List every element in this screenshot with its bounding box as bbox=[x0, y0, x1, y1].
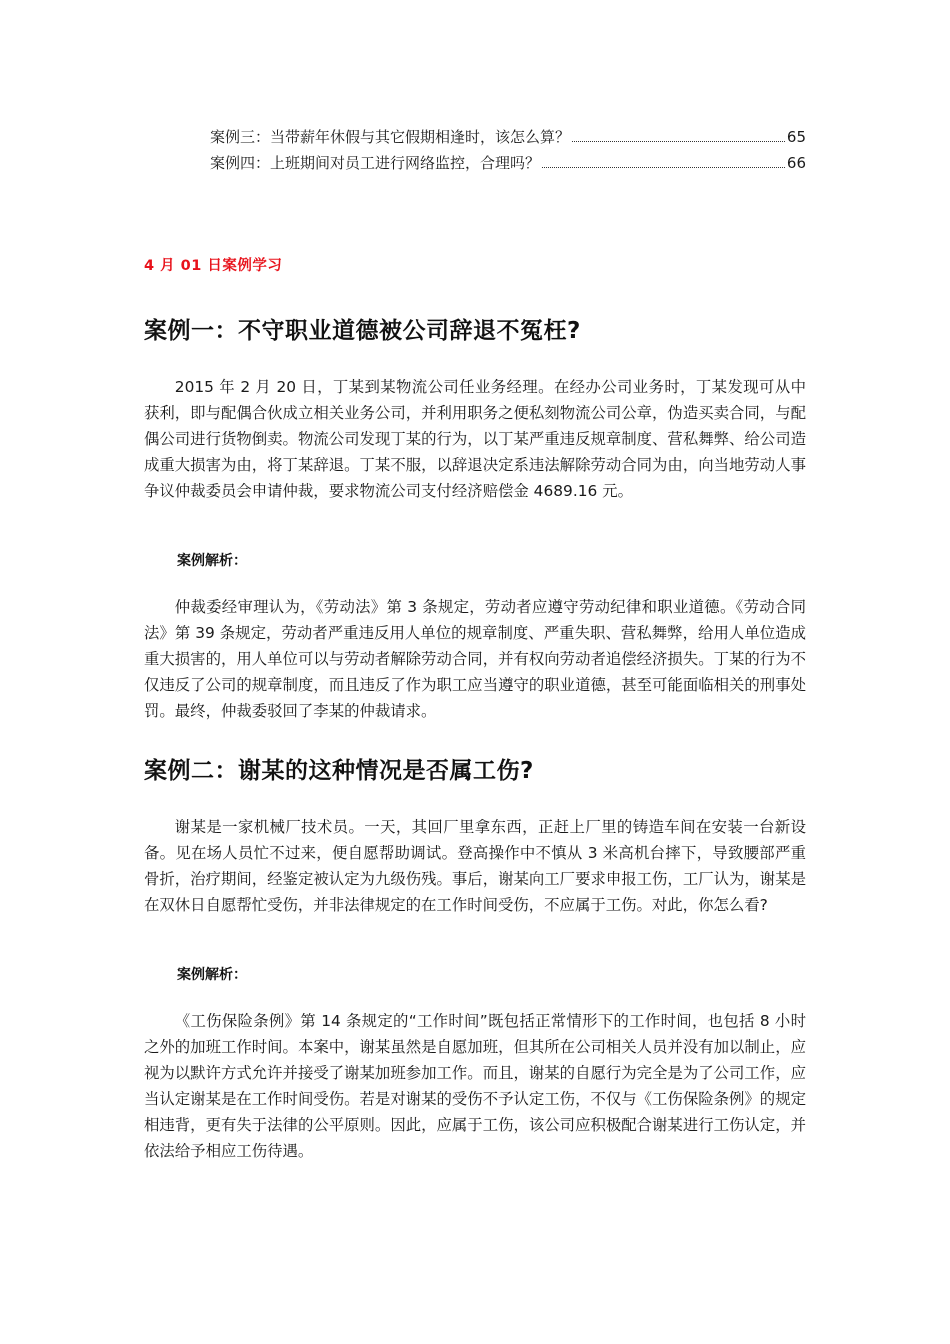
case1-analysis: 仲裁委经审理认为，《劳动法》第 3 条规定，劳动者应遵守劳动纪律和职业道德。《劳动合同法》第 39 条规定，劳动者严重违反用人单位的规章制度、严重失职、营私舞弊，给用人单位造成重大损害的，用人单位可以与劳动者解除劳动合同，并有权向劳动者追偿经济损失。丁某的行为不仅违反了公司的规章制度，而且违反了作为职工应当遵守的职业道德，甚至可能面临相关的刑事处罚。最终，仲裁委驳回了李某的仲裁请求。 bbox=[144, 598, 806, 720]
toc-leader-dots bbox=[542, 167, 785, 168]
case1-title: 案例一：不守职业道德被公司辞退不冤枉? bbox=[144, 318, 581, 344]
case2-body: 谢某是一家机械厂技术员。一天，其回厂里拿东西，正赶上厂里的铸造车间在安装一台新设备。见在场人员忙不过来，便自愿帮助调试。登高操作中不慎从 3 米高机台摔下，导致腰部严重骨折，治疗期间，经鉴定被认定为九级伤残。事后，谢某向工厂要求申报工伤，工厂认为，谢某是在双休日自愿帮忙受伤，并非法律规定的在工作时间受伤，不应属于工伤。对此，你怎么看? bbox=[144, 818, 806, 914]
toc-entry-page: 65 bbox=[786, 128, 806, 146]
case1-analysis-label: 案例解析： bbox=[177, 553, 247, 569]
toc-leader-dots bbox=[572, 141, 785, 142]
toc-entry-page: 66 bbox=[786, 154, 806, 172]
toc-entry[interactable] bbox=[210, 150, 806, 176]
toc-entry-title: 案例四：上班期间对员工进行网络监控，合理吗？ bbox=[210, 154, 541, 172]
case2-analysis: 《工伤保险条例》第 14 条规定的“工作时间”既包括正常情形下的工作时间，也包括 8 小时之外的加班工作时间。本案中，谢某虽然是自愿加班，但其所在公司相关人员并没有加以制止，应视为以默许方式允许并接受了谢某加班参加工作。而且，谢某的自愿行为完全是为了公司工作，应当认定谢某是在工作时间受伤。若是对谢某的受伤不予认定工伤，不仅与《工伤保险条例》的规定相违背，更有失于法律的公平原则。因此，应属于工伤，该公司应积极配合谢某进行工伤认定，并依法给予相应工伤待遇。 bbox=[144, 1012, 806, 1160]
case2-analysis-label: 案例解析： bbox=[177, 967, 247, 983]
toc-entry[interactable] bbox=[210, 124, 806, 150]
table-of-contents bbox=[210, 124, 806, 176]
case2-title: 案例二：谢某的这种情况是否属工伤? bbox=[144, 758, 534, 784]
date-heading: 4 月 01 日案例学习 bbox=[144, 258, 283, 274]
case1-body: 2015 年 2 月 20 日，丁某到某物流公司任业务经理。在经办公司业务时，丁某发现可从中获利，即与配偶合伙成立相关业务公司，并利用职务之便私刻物流公司公章，伪造买卖合同，与配偶公司进行货物倒卖。物流公司发现丁某的行为，以丁某严重违反规章制度、营私舞弊、给公司造成重大损害为由，将丁某辞退。丁某不服，以辞退决定系违法解除劳动合同为由，向当地劳动人事争议仲裁委员会申请仲裁，要求物流公司支付经济赔偿金 4689.16 元。 bbox=[144, 378, 806, 500]
toc-entry-title: 案例三：当带薪年休假与其它假期相逢时，该怎么算？ bbox=[210, 128, 571, 146]
